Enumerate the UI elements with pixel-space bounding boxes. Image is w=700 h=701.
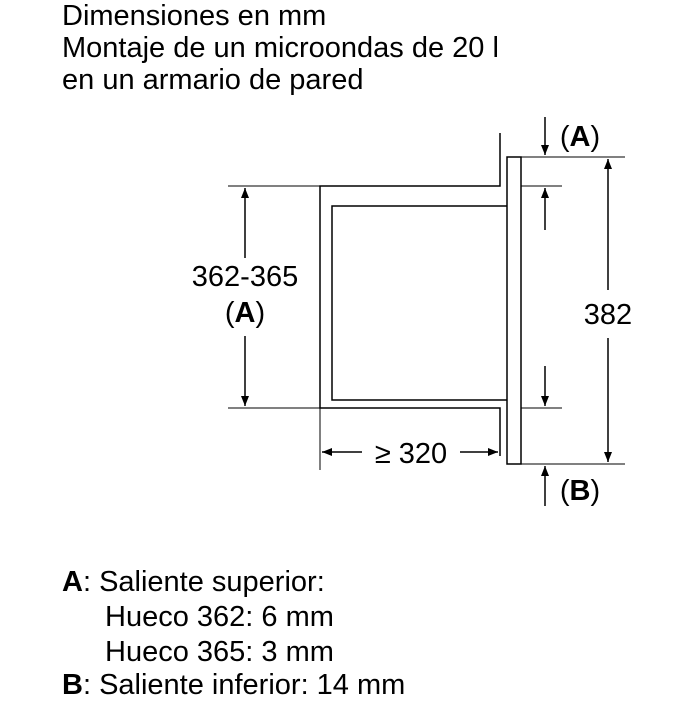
bottom-gap-label: (B) <box>559 475 601 507</box>
legend-a-line2: Hueco 365: 3 mm <box>105 636 334 668</box>
legend-a-title <box>62 566 325 598</box>
cabinet-inner-wall <box>332 206 507 400</box>
legend-a-text: : Saliente superior: <box>82 566 325 598</box>
title-line-3: en un armario de pared <box>62 64 364 96</box>
appliance-front-panel <box>507 157 521 464</box>
height-ref-label: (A) <box>224 297 266 329</box>
cabinet-outline <box>320 133 500 456</box>
total-height-label: 382 <box>583 299 633 331</box>
depth-label: ≥ 320 <box>374 438 448 470</box>
legend-a-line1: Hueco 362: 6 mm <box>105 601 334 633</box>
title-line-1: Dimensiones en mm <box>62 0 327 32</box>
legend-b-line <box>62 669 405 701</box>
top-gap-label: (A) <box>559 121 601 153</box>
legend-b-key: B <box>62 669 83 701</box>
height-value-label: 362-365 <box>191 261 299 293</box>
legend-a-key: A <box>62 566 83 598</box>
legend-b-text: : Saliente inferior: 14 mm <box>82 669 406 701</box>
title-line-2: Montaje de un microondas de 20 l <box>62 32 499 64</box>
